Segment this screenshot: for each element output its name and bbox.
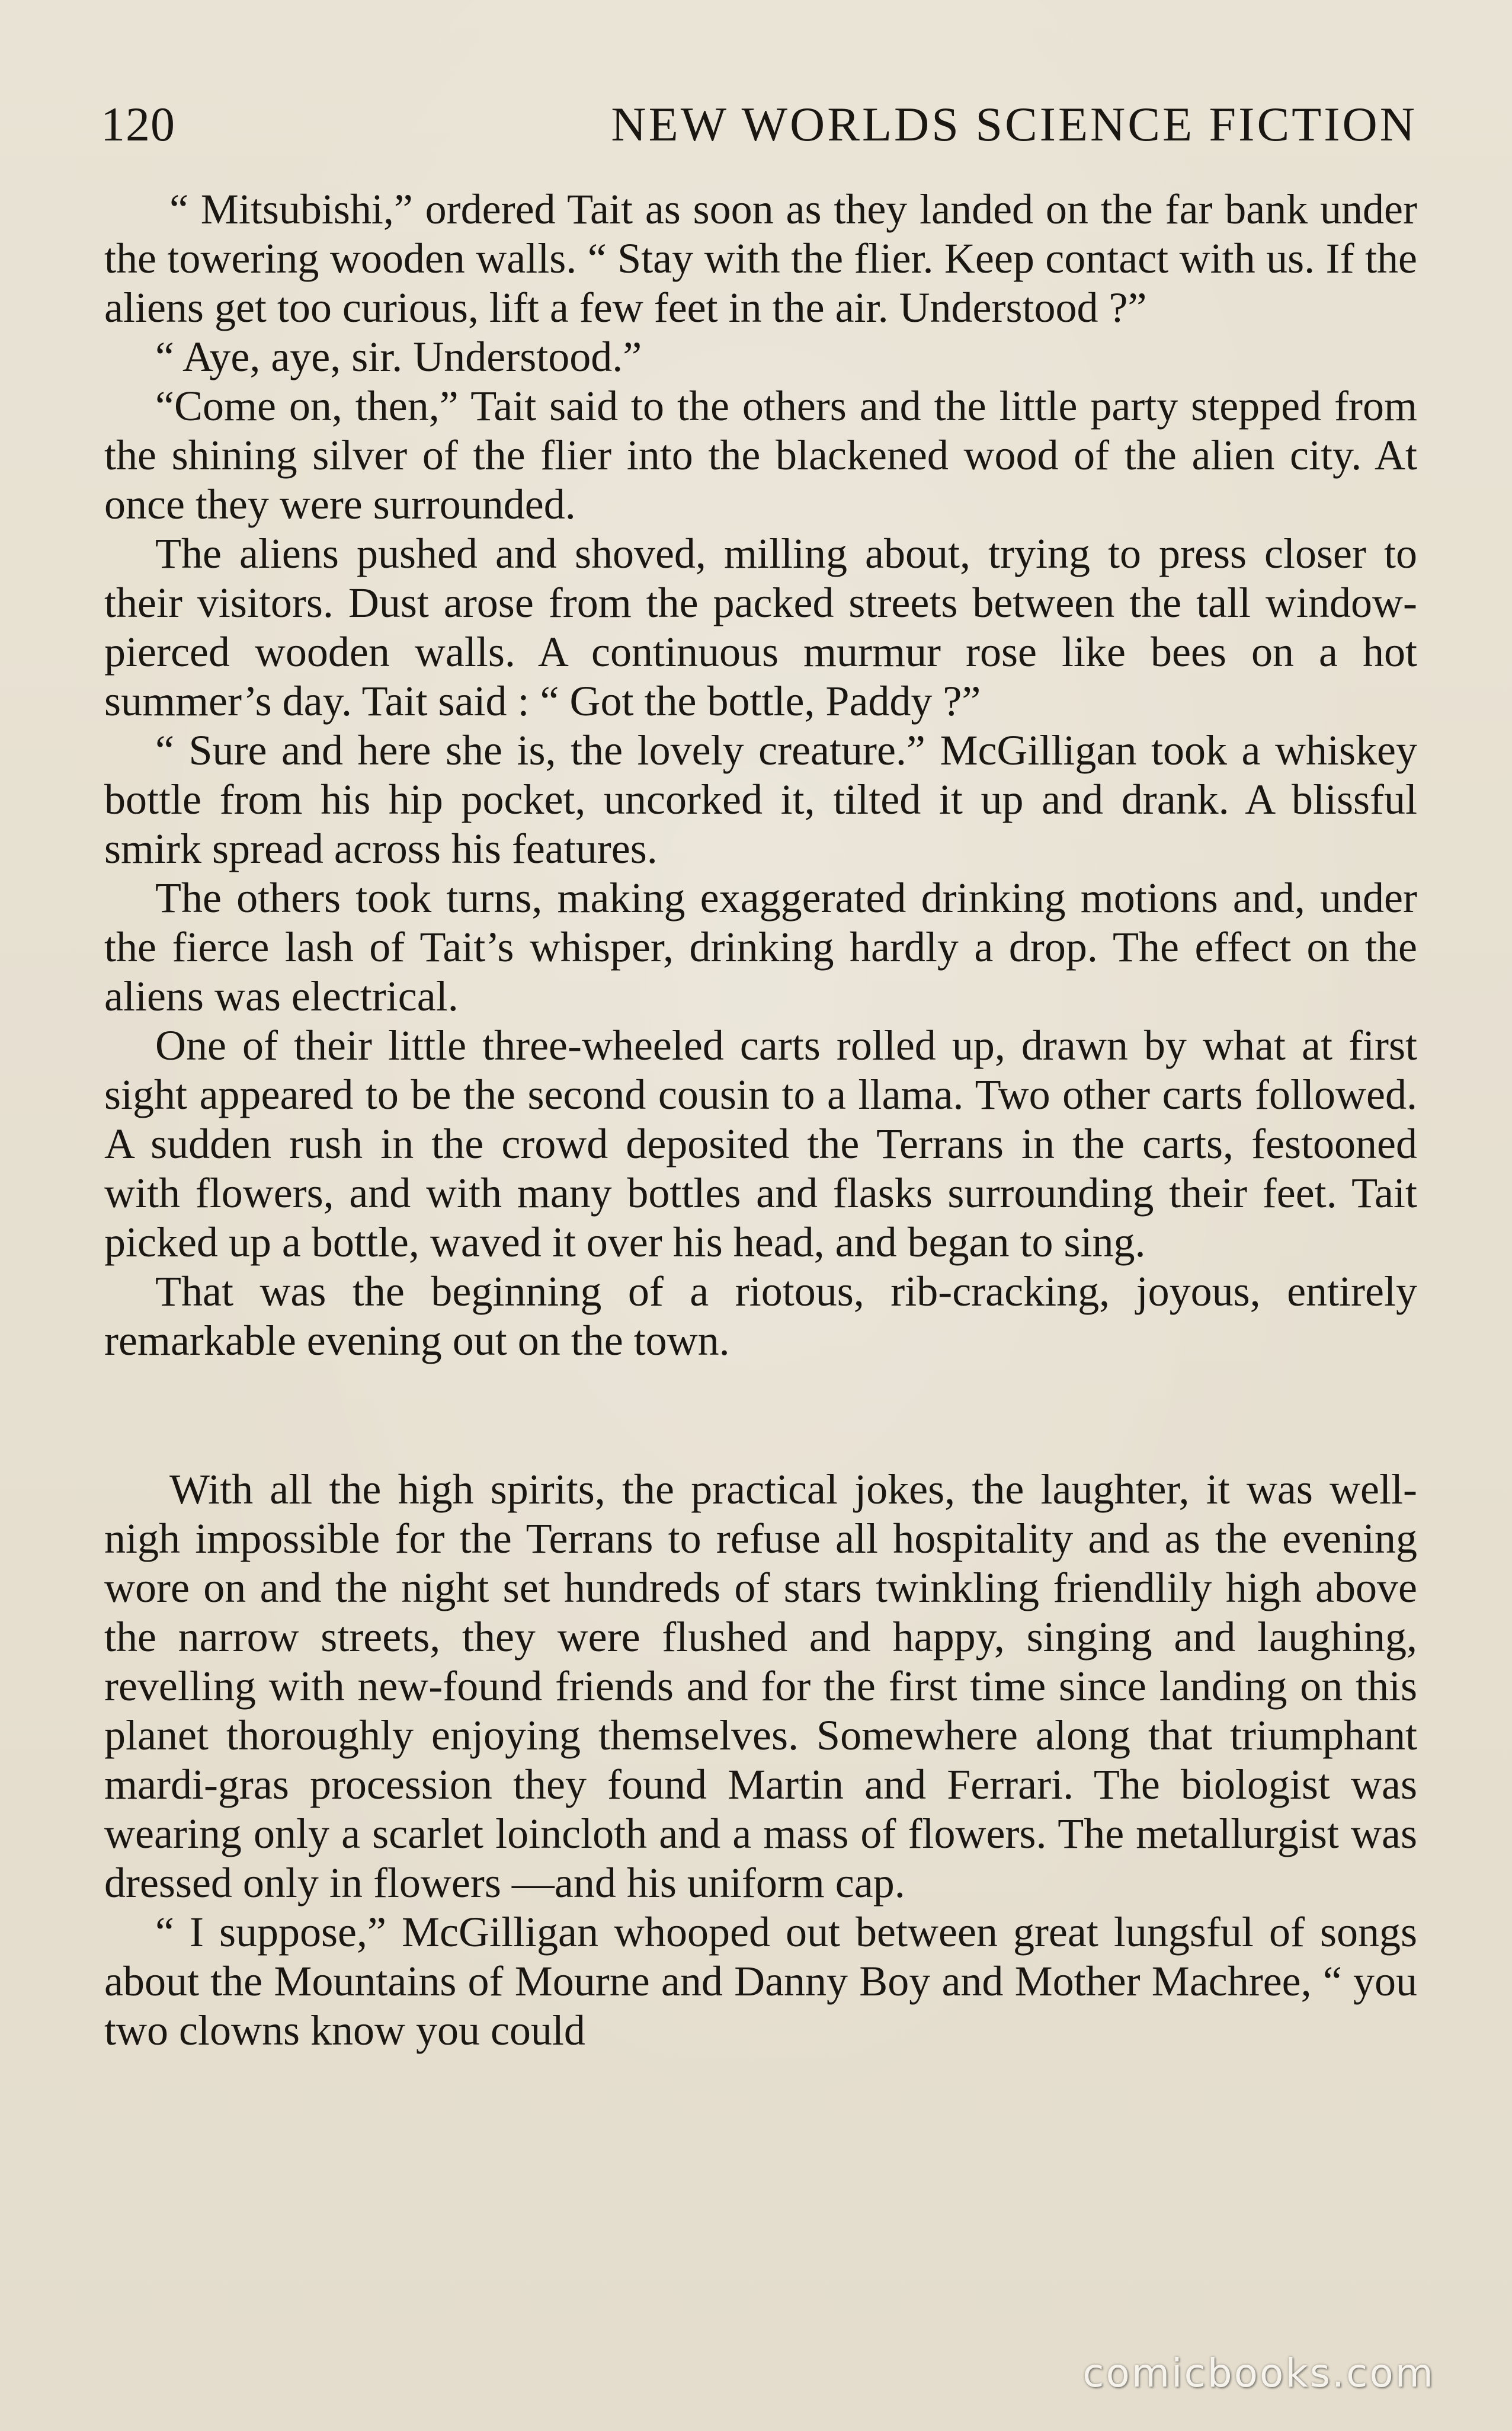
paragraph: The others took turns, making exaggerated drinking motions and, under the fierce lash of Tait’s whisper, drinking hardly a drop. The effect on the aliens was electrical. (104, 874, 1417, 1020)
paragraph: “Come on, then,” Tait said to the others and the little party stepped from the shining silver of the flier into the blackened wood of the alien city. At once they were surrounded. (104, 382, 1417, 528)
paragraph: The aliens pushed and shoved, milling about, trying to press closer to their visitors. Dust arose from the packed streets between the tall window-pierced wooden walls. A continuous murmur rose like bees on a hot summer’s day. Tait said : “ Got the bottle, Paddy ?” (104, 530, 1417, 725)
paragraph: “ Mitsubishi,” ordered Tait as soon as they landed on the far bank under the towering wooden walls. “ Stay with the flier. Keep contact with us. If the aliens get too curious, lift a few feet in the air. Understood ?” (104, 185, 1417, 331)
page-number: 120 (101, 97, 175, 151)
page-header (101, 89, 1417, 160)
section-break (104, 1365, 1417, 1465)
watermark: comicbooks.com (1082, 2350, 1435, 2396)
paragraph: “ Sure and here she is, the lovely creature.” McGilligan took a whiskey bottle from his hip pocket, uncorked it, tilted it up and drank. A blissful smirk spread across his features. (104, 727, 1417, 872)
paragraph: With all the high spirits, the practical jokes, the laughter, it was well-nigh impossible for the Terrans to refuse all hospitality and as the evening wore on and the night set hundreds of stars twinkling friendlily high above the narrow streets, they were flushed and happy, singing and laughing, revelling with new-found friends and for the first time since landing on this planet thoroughly enjoying themselves. Somewhere along that triumphant mardi-gras procession they found Martin and Ferrari. The biologist was wearing only a scarlet loincloth and a mass of flowers. The metallurgist was dressed only in flowers —and his uniform cap. (104, 1466, 1417, 1907)
running-title: NEW WORLDS SCIENCE FICTION (611, 97, 1417, 151)
paragraph: “ Aye, aye, sir. Understood.” (155, 333, 642, 380)
paragraph: “ I suppose,” McGilligan whooped out between great lungsful of songs about the Mountains of Mourne and Danny Boy and Mother Machree, “ you two clowns know you could (104, 1908, 1417, 2054)
paragraph: That was the beginning of a riotous, rib-cracking, joyous, entirely remarkable evening out on the town. (104, 1268, 1417, 1364)
body-text (104, 185, 1417, 2055)
paragraph: One of their little three-wheeled carts rolled up, drawn by what at first sight appeared to be the second cousin to a llama. Two other carts followed. A sudden rush in the crowd deposited the Terrans in the carts, festooned with flowers, and with many bottles and flasks surrounding their feet. Tait picked up a bottle, waved it over his head, and began to sing. (104, 1022, 1417, 1266)
